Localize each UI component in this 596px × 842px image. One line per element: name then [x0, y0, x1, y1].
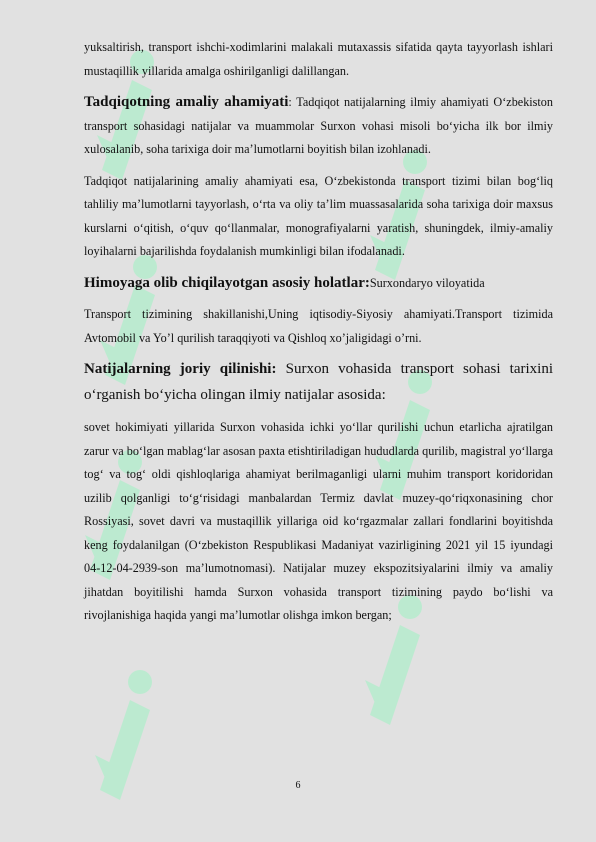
paragraph: Transport tizimining shakillanishi,Uning iqtisodiy-Siyosiy ahamiyati.Transport tizimida Avtomobil va Yo’l qurilish taraqqiyoti va Qishloq xo’jaligidagi o’rni. — [84, 307, 553, 345]
section-heading: Natijalarning joriy qilinishi: — [84, 361, 277, 377]
paragraph — [84, 91, 553, 162]
section-heading: Himoyaga olib chiqilayotgan asosiy holatlar: — [84, 274, 370, 291]
paragraph: Tadqiqot natijalarining amaliy ahamiyati esa, O‘zbekistonda transport tizimi bilan bog‘liq tahliliy ma’lumotlarni tayyorlash, o‘rta va oliy ta’lim muassasalarida soha tarixiga doir maxsus kurslarni o‘qitish, o‘quv qo‘llanmalar, monografiyalarni yaratish, shuningdek, ilmiy-amaliy loyihalarni bajarilishda foydalanish mumkinligi bilan ifodalanadi. — [84, 173, 553, 258]
paragraph — [84, 272, 553, 296]
section-heading: Tadqiqotning amaliy ahamiyati — [84, 94, 289, 110]
document-body — [84, 36, 553, 628]
page-number: 6 — [295, 780, 301, 791]
paragraph: yuksaltirish, transport ishchi-xodimlarini malakali mutaxassis sifatida qayta tayyorlash ishlari mustaqillik yillarida amalga oshirilganligi dalillangan. — [84, 40, 553, 78]
paragraph-text: Surxondaryo viloyatida — [369, 275, 485, 290]
paragraph-text: Surxon vohasida transport sohasi tarixini o‘rganish bo‘yicha olingan ilmiy natijalar asosida: — [84, 361, 553, 403]
paragraph — [84, 356, 553, 408]
paragraph: sovet hokimiyati yillarida Surxon vohasida ichki yo‘llar qurilishi uchun etarlicha ajratilgan zarur va bo‘lgan mablag‘lar asosan paxta etishtiriladigan hududlarda qurilib, magistral yo‘llarga tog‘ va tog‘ oldi qishloqlariga ahamiyat berilmaganligi ularni muhim transport koridoridan uzilib qolganligi to‘g‘risidagi manbalardan Termiz davlat muzey-qo‘riqxonasining chor Rossiyasi, sovet davri va mustaqillik yillariga oid ko‘rgazmalar zallari fondlarini boyitishda keng foydalanilgan (O‘zbekiston Respublikasi Madaniyat vazirligining 2021 yil 15 iyundagi 04-12-04-2939-son ma’lumotnomasi). Natijalar muzey ekspozitsiyalarini ilmiy va amaliy jihatdan boyitilishi hamda Surxon vohasida transport tizimining paydo bo‘lishi va rivojlanishiga haqida yangi ma’lumotlar olishga imkon bergan; — [84, 420, 553, 622]
paragraph-text: : Tadqiqot natijalarning ilmiy ahamiyati O‘zbekiston transport sohasidagi natijalar va muammolar Surxon vohasi misoli bo‘yicha ilk bor ilmiy xulosalanib, soha tarixiga doir ma’lumotlarni boyitish bilan izohlanadi. — [84, 95, 553, 156]
